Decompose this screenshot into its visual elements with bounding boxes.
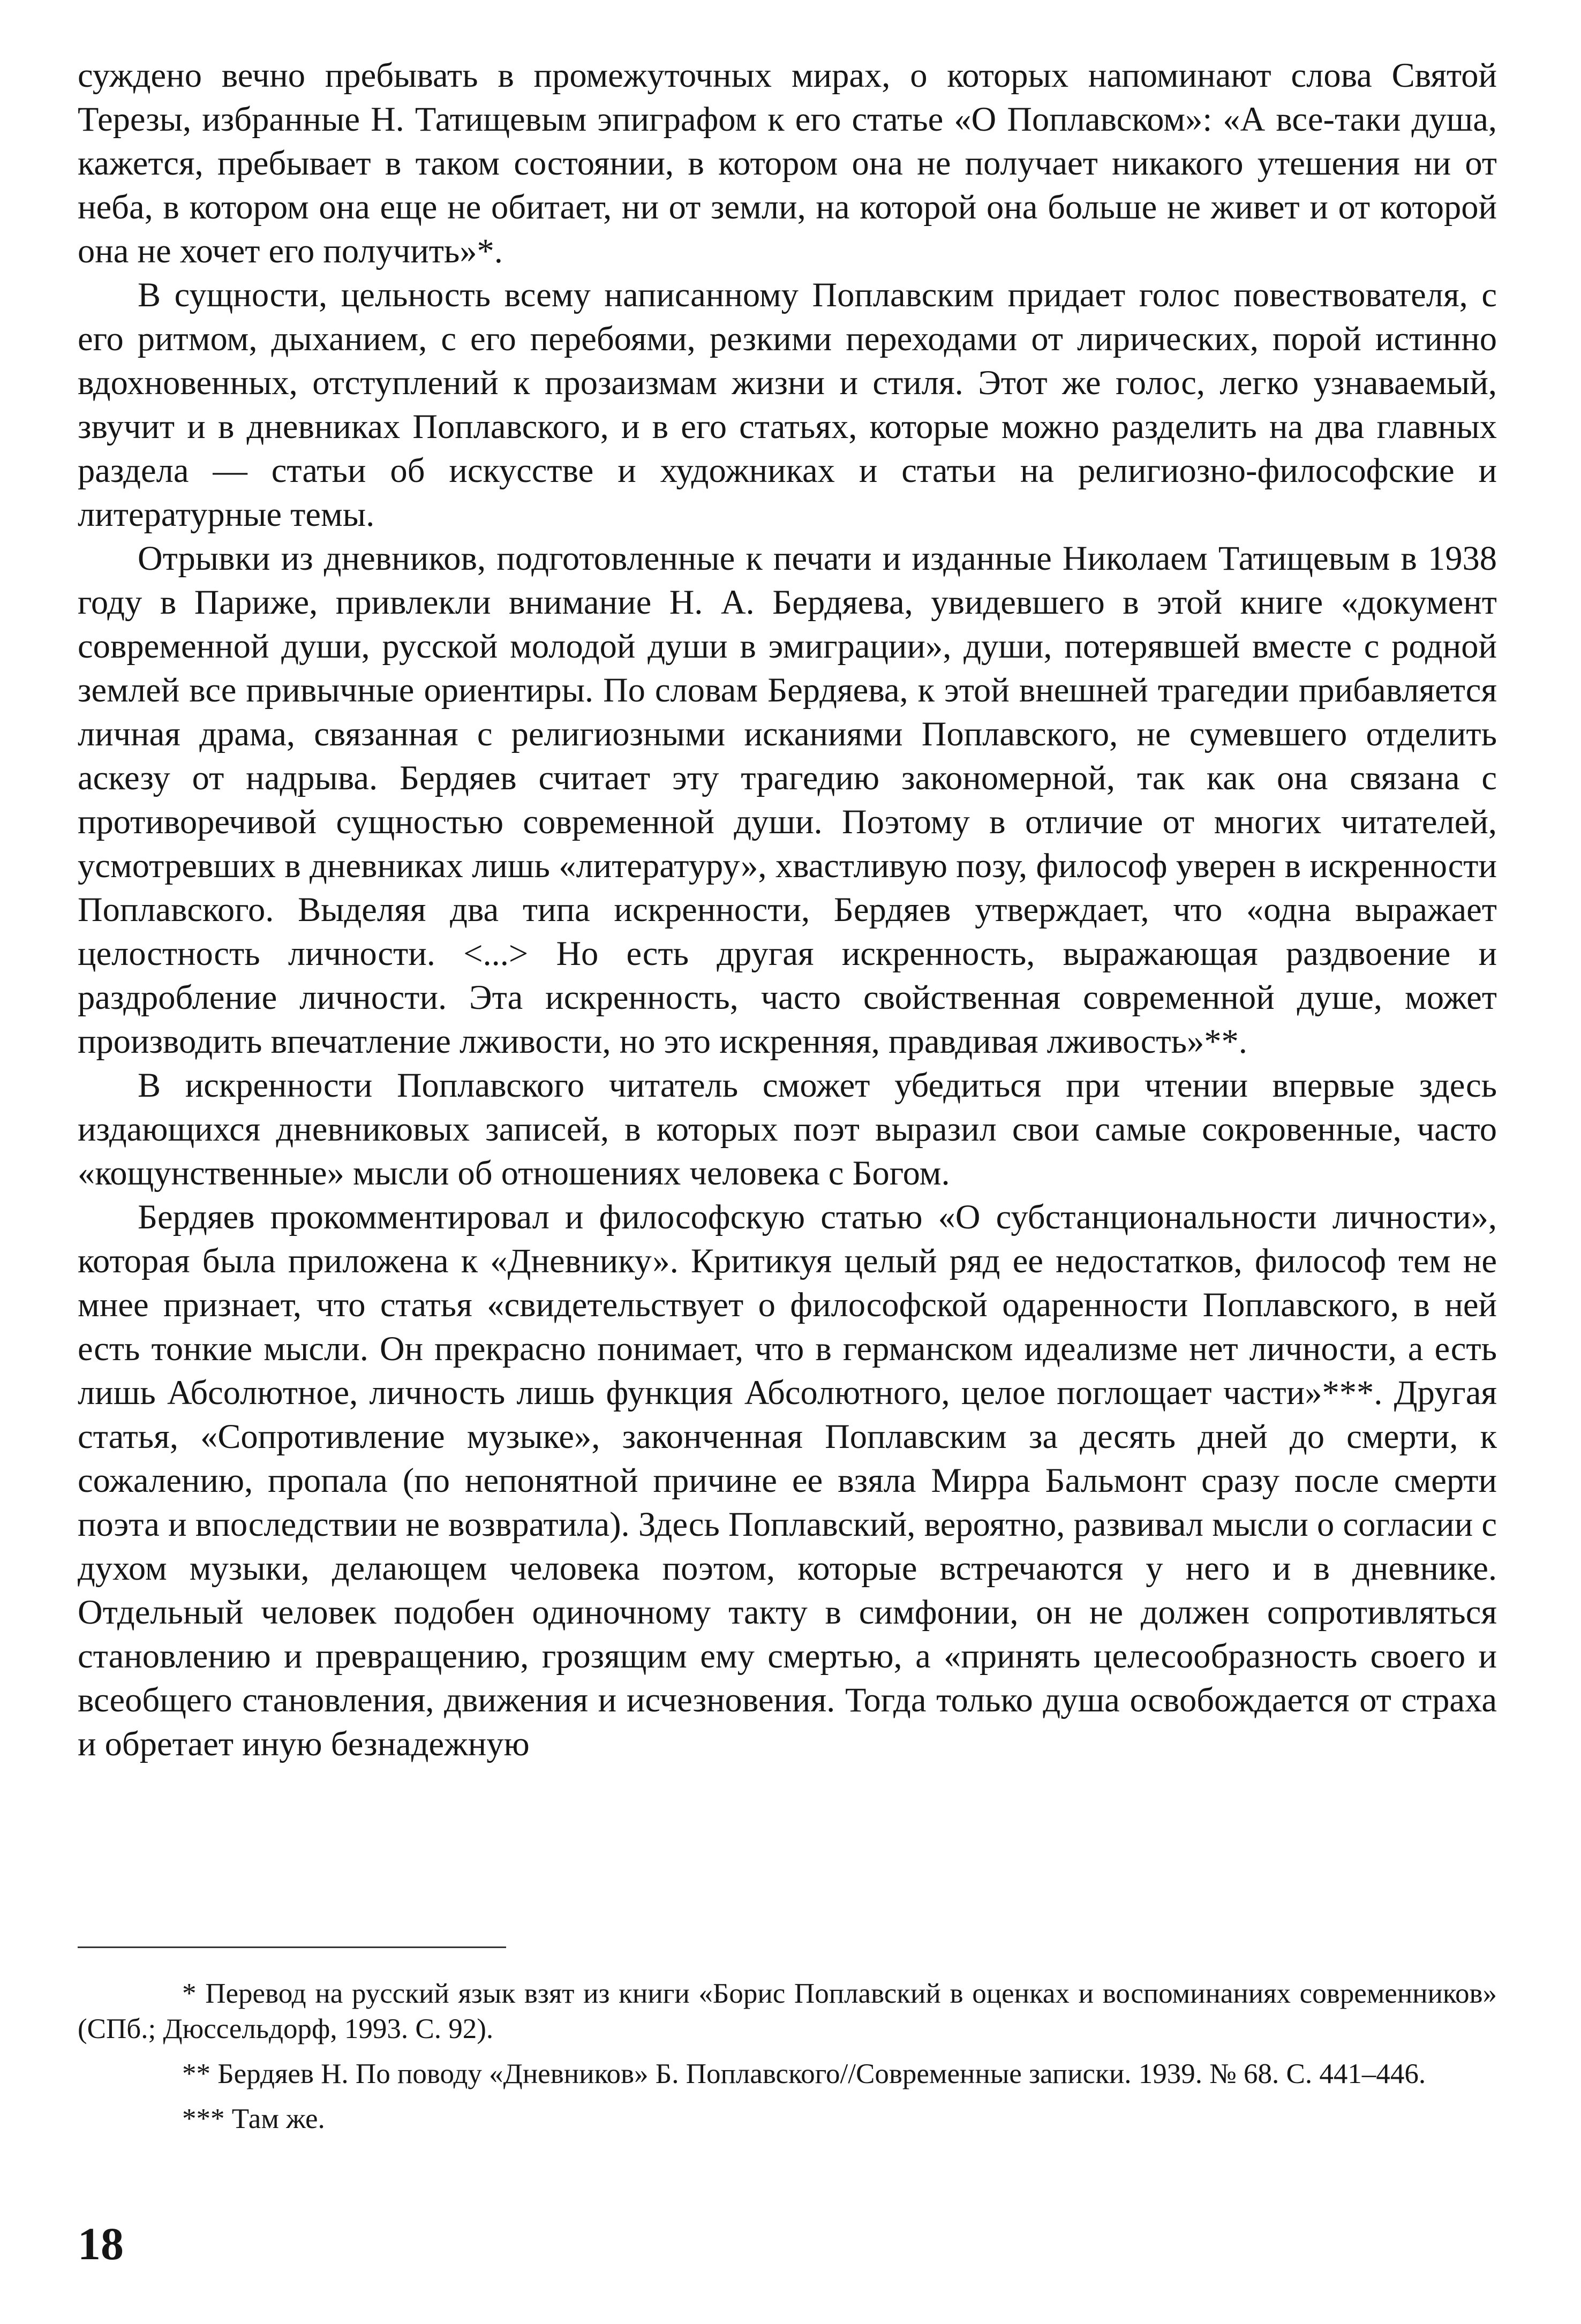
footnote-1: * Перевод на русский язык взят из книги «Борис Поплавский в оценках и воспоминаниях современников» (СПб.; Дюссельдорф, 1993. С. 92). bbox=[78, 1978, 1497, 2044]
page-number: 18 bbox=[78, 2218, 124, 2269]
footnote-divider bbox=[78, 1946, 506, 1948]
paragraph-2: В сущности, цельность всему написанному Поплавским придает голос повествователя, с его ритмом, дыханием, с его перебоями, резкими переходами от лирических, порой истинно вдохновенных, отступлений к прозаизмам жизни и стиля. Этот же голос, легко узнаваемый, звучит и в дневниках Поплавского, и в его статьях, которые можно разделить на два главных раздела — статьи об искусстве и художниках и статьи на религиозно-философские и литературные темы. bbox=[78, 276, 1497, 533]
main-text-body bbox=[78, 54, 1497, 1766]
paragraph-5: Бердяев прокомментировал и философскую статью «О субстанциональности личности», которая была приложена к «Дневнику». Критикуя целый ряд ее недостатков, философ тем не мнее признает, что статья «свидетельствует о философской одаренности Поплавского, в ней есть тонкие мысли. Он прекрасно понимает, что в германском идеализме нет личности, а есть лишь Абсолютное, личность лишь функция Абсолютного, целое поглощает части»***. Другая статья, «Сопротивление музыке», законченная Поплавским за десять дней до смерти, к сожалению, пропала (по непонятной причине ее взяла Мирра Бальмонт сразу после смерти поэта и впоследствии не возвратила). Здесь Поплавский, вероятно, развивал мысли о согласии с духом музыки, делающем человека поэтом, которые встречаются у него и в дневнике. Отдельный человек подобен одиночному такту в симфонии, он не должен сопротивляться становлению и превращению, грозящим ему смертью, а «принять целесообразность своего и всеобщего становления, движения и исчезновения. Тогда только душа освобождается от страха и обретает иную безнадежную bbox=[78, 1198, 1497, 1763]
footnote-2: ** Бердяев Н. По поводу «Дневников» Б. Поплавского//Современные записки. 1939. № 68. С. 441–446. bbox=[182, 2058, 1426, 2089]
paragraph-4: В искренности Поплавского читатель сможет убедиться при чтении впервые здесь издающихся дневниковых записей, в которых поэт выразил свои самые сокровенные, часто «кощунственные» мысли об отношениях человека с Богом. bbox=[78, 1066, 1497, 1192]
paragraph-1: суждено вечно пребывать в промежуточных мирах, о которых напоминают слова Святой Терезы, избранные Н. Татищевым эпиграфом к его статье «О Поплавском»: «А все-таки душа, кажется, пребывает в таком состоянии, в котором она не получает никакого утешения ни от неба, в котором она еще не обитает, ни от земли, на которой она больше не живет и от которой она не хочет его получить»*. bbox=[78, 56, 1497, 270]
footnotes-section bbox=[78, 1976, 1497, 2146]
paragraph-3: Отрывки из дневников, подготовленные к печати и изданные Николаем Татищевым в 1938 году в Париже, привлекли внимание Н. А. Бердяева, увидевшего в этой книге «документ современной души, русской молодой души в эмиграции», души, потерявшей вместе с родной землей все привычные ориентиры. По словам Бердяева, к этой внешней трагедии прибавляется личная драма, связанная с религиозными исканиями Поплавского, не сумевшего отделить аскезу от надрыва. Бердяев считает эту трагедию закономерной, так как она связана с противоречивой сущностью современной души. Поэтому в отличие от многих читателей, усмотревших в дневниках лишь «литературу», хвастливую позу, философ уверен в искренности Поплавского. Выделяя два типа искренности, Бердяев утверждает, что «одна выражает целостность личности. <...> Но есть другая искренность, выражающая раздвоение и раздробление личности. Эта искренность, часто свойственная современной душе, может производить впечатление лживости, но это искренняя, правдивая лживость»**. bbox=[78, 539, 1497, 1060]
footnote-3: *** Там же. bbox=[182, 2103, 325, 2134]
